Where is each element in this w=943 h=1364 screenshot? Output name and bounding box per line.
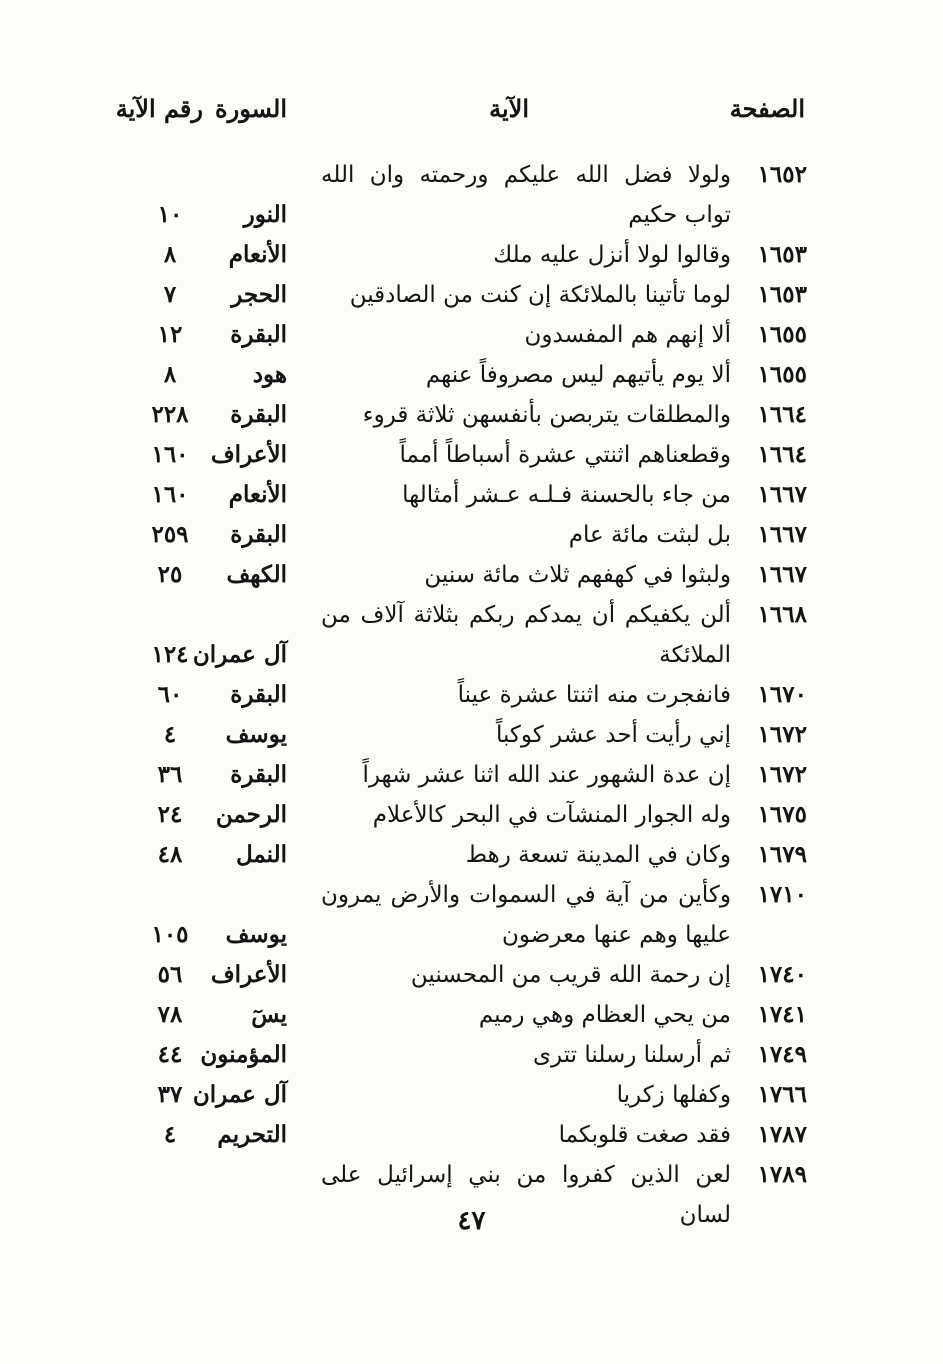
row-verse-number: ٨: [163, 241, 177, 268]
table-row: [0, 395, 943, 435]
row-page: ١٧٨٧: [757, 1121, 807, 1148]
row-surah: البقرة: [230, 401, 287, 428]
row-verse: وكأين من آية في السموات والأرض يمرون عليها وهم عنها معرضون: [321, 882, 731, 948]
row-surah: يسٓ: [251, 1001, 287, 1028]
row-page: ١٦٦٤: [757, 401, 807, 428]
row-verse-number: ٥٦: [157, 961, 183, 988]
header-verse: الآية: [489, 94, 529, 123]
header-verse-number: رقم الآية: [115, 94, 203, 123]
row-surah: الكهف: [226, 561, 287, 588]
row-page: ١٧٤١: [757, 1001, 807, 1028]
header-page: الصفحة: [729, 94, 805, 123]
row-page: ١٦٦٧: [757, 561, 807, 588]
row-verse: ألا إنهم هم المفسدون: [524, 322, 731, 348]
table-row: [0, 1075, 943, 1115]
row-verse-number: ٧٨: [157, 1001, 183, 1028]
row-surah: الحجر: [231, 281, 287, 308]
row-verse-number: ٦٠: [157, 681, 183, 708]
row-page: ١٦٦٧: [757, 521, 807, 548]
row-verse-number: ٧: [163, 281, 177, 308]
row-verse: بل لبثت مائة عام: [568, 522, 731, 548]
row-verse-number: ٤: [163, 721, 177, 748]
row-surah: هود: [252, 361, 287, 388]
table-row: [0, 875, 943, 955]
table-header: [0, 94, 943, 134]
header-surah: السورة: [215, 94, 287, 123]
row-verse: والمطلقات يتربصن بأنفسهن ثلاثة قروء: [362, 402, 731, 428]
row-verse: لوما تأتينا بالملائكة إن كنت من الصادقين: [349, 282, 731, 308]
row-verse-number: ٢٥: [157, 561, 183, 588]
row-page: ١٦٧٢: [757, 761, 807, 788]
row-verse-number: ٤٤: [157, 1041, 183, 1068]
row-surah: الأعراف: [210, 961, 287, 988]
row-verse: إني رأيت أحد عشر كوكباً: [495, 722, 731, 748]
row-verse: فانفجرت منه اثنتا عشرة عيناً: [457, 682, 731, 708]
row-page: ١٧٤٩: [757, 1041, 807, 1068]
table-row: [0, 835, 943, 875]
table-row: [0, 155, 943, 235]
table-row: [0, 315, 943, 355]
row-surah: آل عمران: [192, 641, 287, 668]
row-surah: النور: [243, 201, 287, 228]
table-row: [0, 235, 943, 275]
row-surah: الأنعام: [228, 241, 287, 268]
row-page: ١٧١٠: [757, 881, 807, 908]
table-row: [0, 475, 943, 515]
row-surah: التحريم: [217, 1121, 287, 1148]
row-surah: الرحمن: [215, 801, 287, 828]
table-row: [0, 995, 943, 1035]
row-page: ١٧٨٩: [757, 1161, 807, 1188]
row-surah: يوسف: [225, 721, 287, 748]
table-row: [0, 1115, 943, 1155]
row-page: ١٧٤٠: [757, 961, 807, 988]
table-row: [0, 275, 943, 315]
row-verse-number: ٣٦: [157, 761, 183, 788]
row-verse: ثم أرسلنا رسلنا تترى: [533, 1042, 731, 1068]
row-surah: البقرة: [230, 681, 287, 708]
row-page: ١٦٥٢: [757, 161, 807, 188]
row-verse: من يحي العظام وهي رميم: [478, 1002, 731, 1028]
row-verse: ولبثوا في كهفهم ثلاث مائة سنين: [424, 562, 731, 588]
row-verse-number: ٨: [163, 361, 177, 388]
row-verse: فقد صغت قلوبكما: [558, 1122, 731, 1148]
row-page: ١٦٥٣: [757, 241, 807, 268]
row-page: ١٦٥٥: [757, 321, 807, 348]
row-page: ١٦٦٨: [757, 601, 807, 628]
row-verse-number: ١٠٥: [151, 921, 189, 948]
row-verse-number: ١٦٠: [151, 481, 189, 508]
row-verse-number: ٢٢٨: [151, 401, 189, 428]
row-page: ١٦٦٧: [757, 481, 807, 508]
table-row: [0, 515, 943, 555]
row-page: ١٦٧٩: [757, 841, 807, 868]
row-verse-number: ٣٧: [157, 1081, 183, 1108]
row-verse-number: ٢٤: [157, 801, 183, 828]
row-page: ١٦٥٥: [757, 361, 807, 388]
table-row: [0, 435, 943, 475]
row-verse: ألن يكفيكم أن يمدكم ربكم بثلاثة آلاف من الملائكة: [321, 602, 731, 668]
table-row: [0, 595, 943, 675]
row-verse-number: ٢٥٩: [151, 521, 189, 548]
row-verse-number: ١٦٠: [151, 441, 189, 468]
row-verse-number: ٤: [163, 1121, 177, 1148]
page-number: ٤٧: [457, 1206, 486, 1236]
table-row: [0, 715, 943, 755]
table-row: [0, 795, 943, 835]
row-page: ١٦٦٤: [757, 441, 807, 468]
row-page: ١٧٦٦: [757, 1081, 807, 1108]
row-surah: البقرة: [230, 321, 287, 348]
row-verse-number: ٤٨: [157, 841, 183, 868]
row-verse: وقطعناهم اثنتي عشرة أسباطاً أمماً: [399, 442, 731, 468]
table-row: [0, 555, 943, 595]
row-surah: المؤمنون: [200, 1041, 287, 1068]
row-verse: من جاء بالحسنة فـلـه عـشر أمثالها: [402, 482, 731, 508]
row-verse-number: ١٢٤: [151, 641, 189, 668]
row-verse: وقالوا لولا أنزل عليه ملك: [493, 242, 731, 268]
row-surah: آل عمران: [192, 1081, 287, 1108]
row-verse: ولولا فضل الله عليكم ورحمته وان الله تواب حكيم: [321, 162, 731, 228]
table-row: [0, 1035, 943, 1075]
table-row: [0, 675, 943, 715]
row-verse: إن رحمة الله قريب من المحسنين: [410, 962, 731, 988]
row-verse: ألا يوم يأتيهم ليس مصروفاً عنهم: [425, 362, 731, 388]
row-verse: وكفلها زكريا: [616, 1082, 731, 1108]
row-surah: البقرة: [230, 761, 287, 788]
row-verse: وله الجوار المنشآت في البحر كالأعلام: [372, 802, 731, 828]
table-row: [0, 955, 943, 995]
row-verse: وكان في المدينة تسعة رهط: [465, 842, 731, 868]
row-surah: الأعراف: [210, 441, 287, 468]
row-surah: البقرة: [230, 521, 287, 548]
row-page: ١٦٧٢: [757, 721, 807, 748]
row-verse-number: ١٠: [157, 201, 183, 228]
row-page: ١٦٧٠: [757, 681, 807, 708]
row-verse: لعن الذين كفروا من بني إسرائيل على لسان: [321, 1162, 731, 1228]
row-verse: إن عدة الشهور عند الله اثنا عشر شهراً: [362, 762, 731, 788]
row-page: ١٦٥٣: [757, 281, 807, 308]
table-row: [0, 755, 943, 795]
table-row: [0, 355, 943, 395]
row-page: ١٦٧٥: [757, 801, 807, 828]
row-surah: الأنعام: [228, 481, 287, 508]
row-surah: النمل: [235, 841, 287, 868]
row-verse-number: ١٢: [157, 321, 183, 348]
row-surah: يوسف: [225, 921, 287, 948]
